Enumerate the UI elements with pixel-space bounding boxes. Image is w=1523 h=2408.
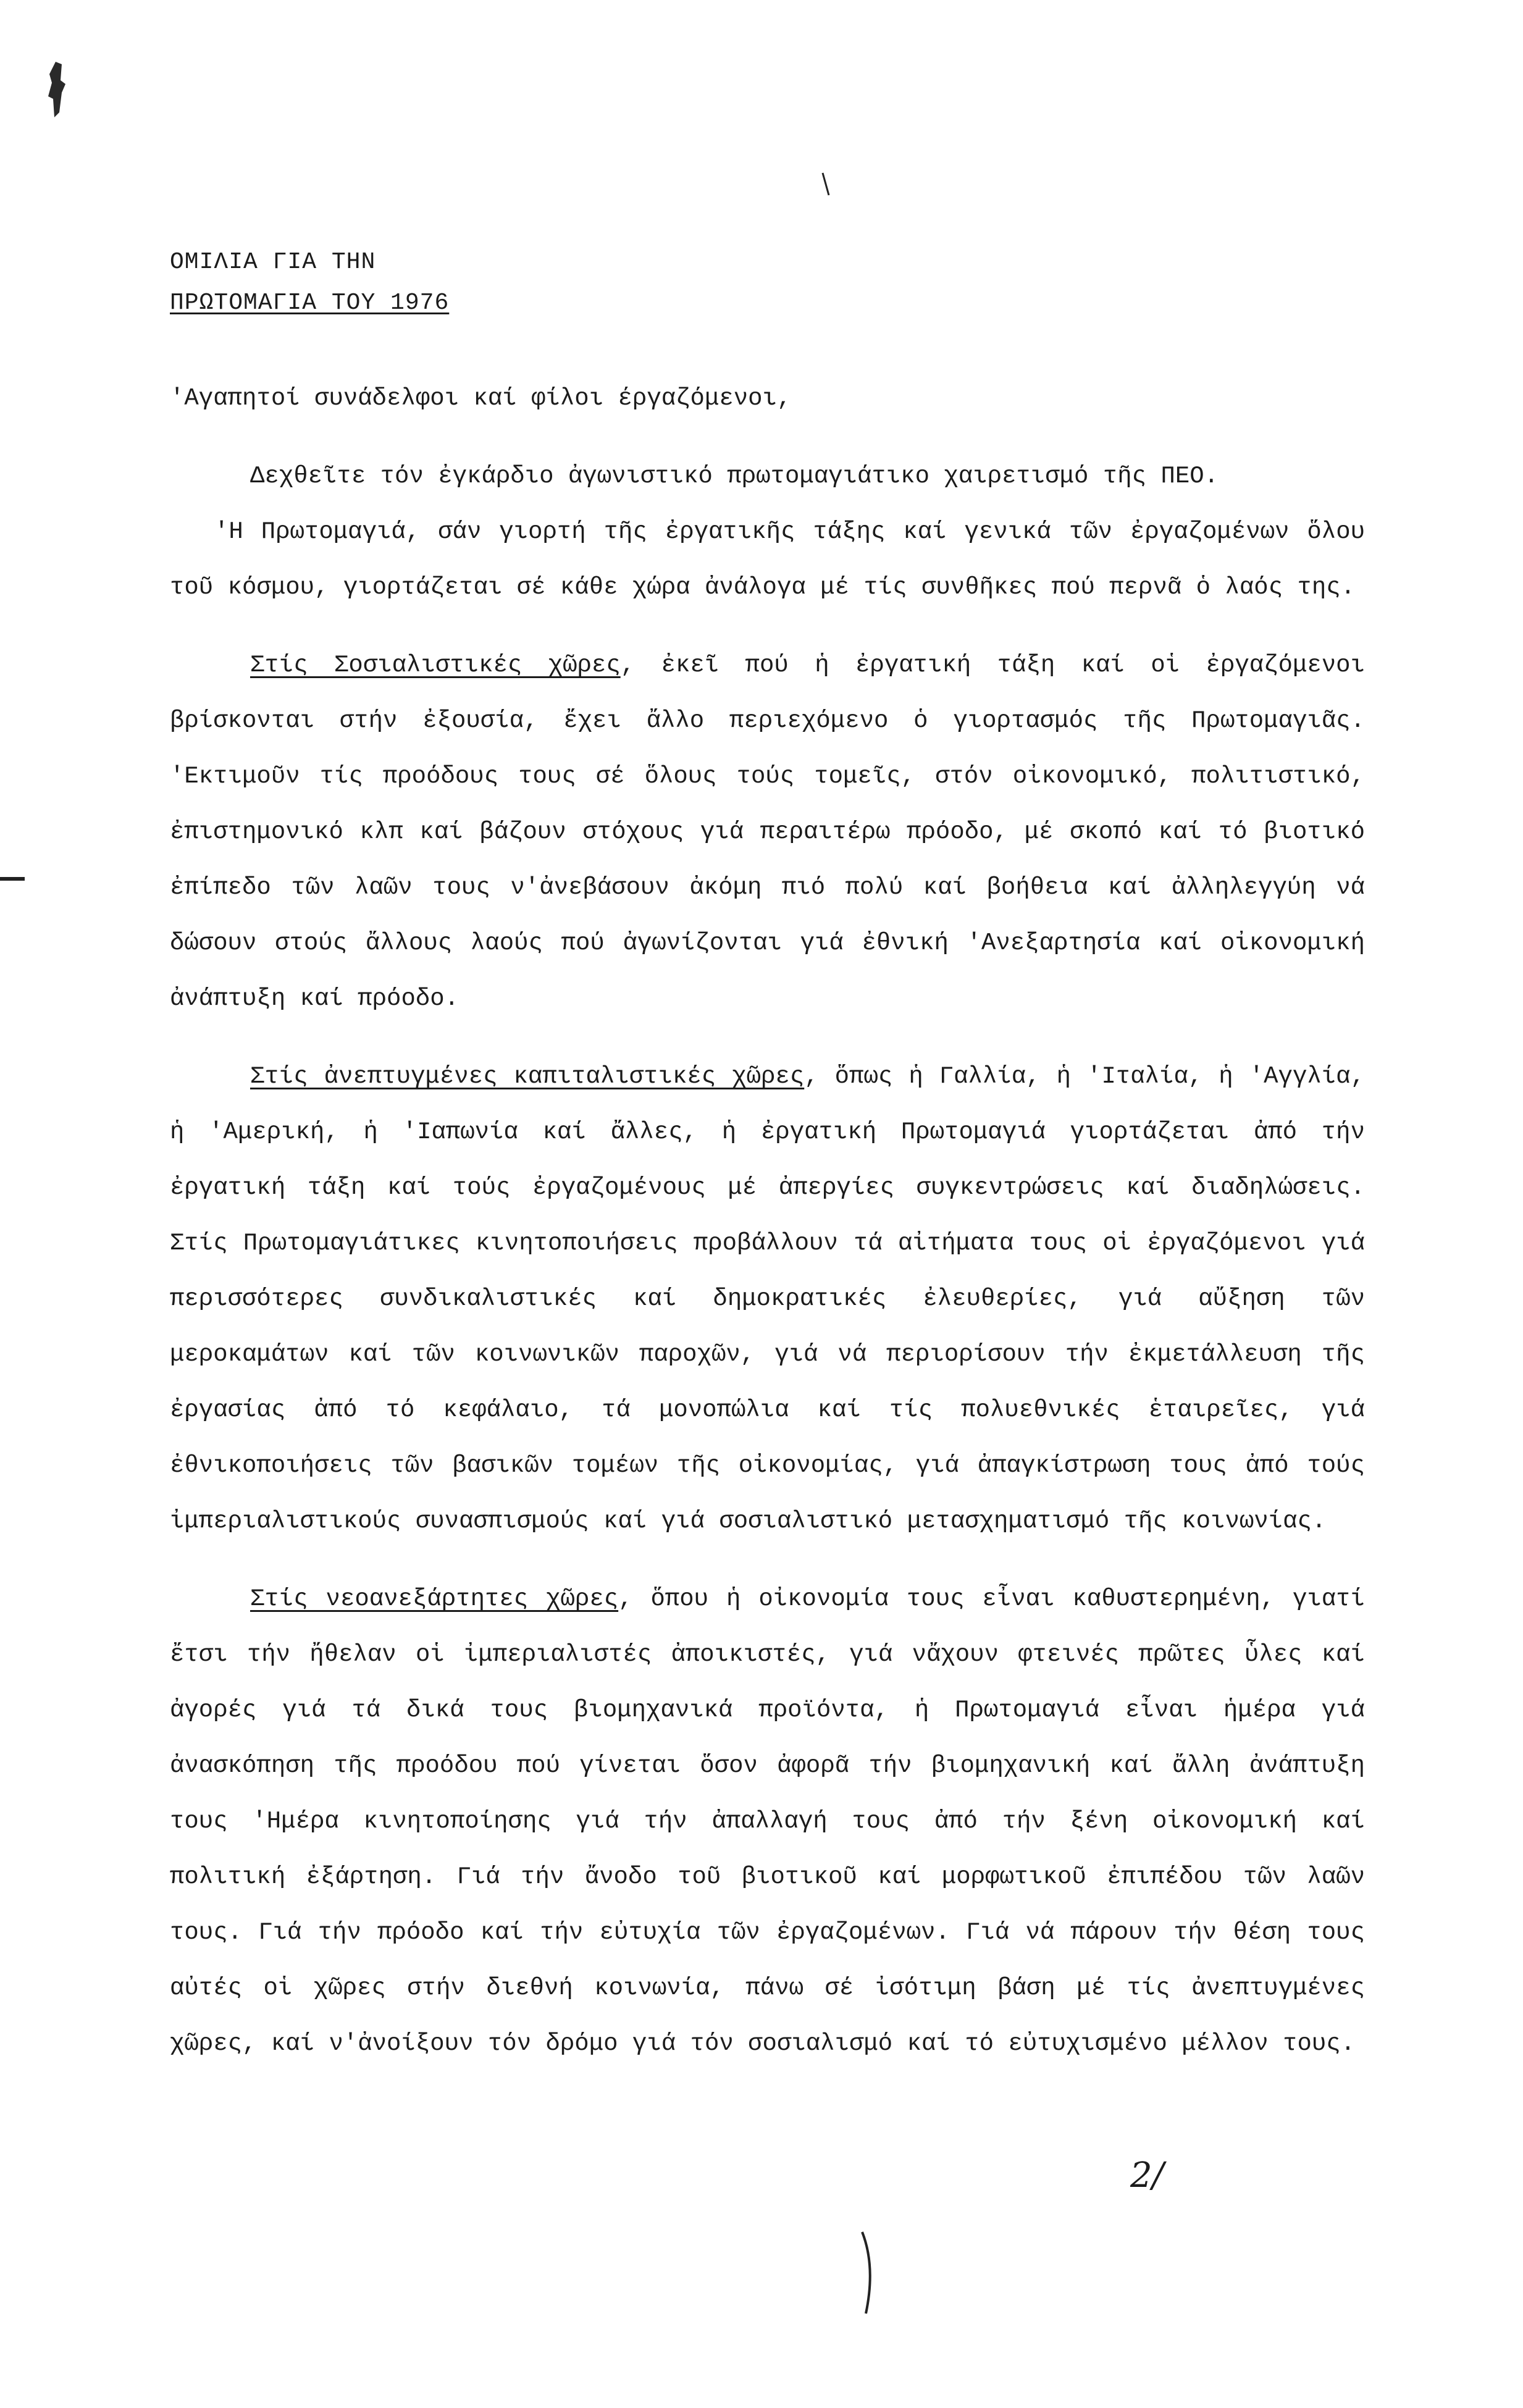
paragraph-socialist-countries-text: , ἐκεῖ πού ἡ ἐργατική τάξη καί οἱ ἐργαζόμενοι βρίσκονται στήν ἐξουσία, ἔχει ἄλλο περιεχόμενο ὁ γιορτασμός τῆς Πρωτομαγιᾶς. 'Εκτιμοῦν τίς προόδους τους σέ ὅλους τούς τομεῖς, στόν οἰκονομικό, πολιτιστικό, ἐπιστημονικό κλπ καί βάζουν στόχους γιά περαιτέρω πρόοδο, μέ σκοπό καί τό βιοτικό ἐπίπεδο τῶν λαῶν τους ν'ἀνεβάσουν ἀκόμη πιό πολύ καί βοήθεια καί ἀλληλεγγύη νά δώσουν στούς ἄλλους λαούς πού ἀγωνίζονται γιά ἐθνική 'Ανεξαρτησία καί οἰκονομική ἀνάπτυξη καί πρόοδο. bbox=[170, 652, 1365, 1012]
document-title bbox=[170, 242, 449, 324]
paragraph-newly-independent-countries-text: , ὅπου ἡ οἰκονομία τους εἶναι καθυστερημένη, γιατί ἔτσι τήν ἤθελαν οἱ ἰμπεριαλιστές ἀποικιστές, γιά νἄχουν φτεινές πρῶτες ὗλες καί ἀγορές γιά τά δικά τους βιομηχανικά προϊόντα, ἡ Πρωτομαγιά εἶναι ἡμέρα γιά ἀνασκόπηση τῆς προόδου πού γίνεται ὅσον ἀφορᾶ τήν βιομηχανική καί ἄλλη ἀνάπτυξη τους 'Ημέρα κινητοποίησης γιά τήν ἀπαλλαγή τους ἀπό τήν ξένη οἰκονομική καί πολιτική ἐξάρτηση. Γιά τήν ἄνοδο τοῦ βιοτικοῦ καί μορφωτικοῦ ἐπιπέδου τῶν λαῶν τους. Γιά τήν πρόοδο καί τήν εὐτυχία τῶν ἐργαζομένων. Γιά νά πάρουν τήν θέση τους αὐτές οἱ χῶρες στήν διεθνή κοινωνία, πάνω σέ ἰσότιμη βάση μέ τίς ἀνεπτυγμένες χῶρες, καί ν'ἀνοίξουν τόν δρόμο γιά τόν σοσιαλισμό καί τό εὐτυχισμένο μέλλον τους. bbox=[170, 1585, 1365, 2057]
page-number: 2/ bbox=[1130, 2155, 1164, 2196]
heading-newly-independent-countries: Στίς νεοανεξάρτητες χῶρες bbox=[250, 1585, 619, 1613]
paragraph-greeting: Δεχθεῖτε τόν ἐγκάρδιο ἀγωνιστικό πρωτομαγιάτικο χαιρετισμό τῆς ΠΕΟ. bbox=[250, 463, 1219, 490]
paragraph-socialist-countries bbox=[170, 637, 1365, 1026]
title-line-1: ΟΜΙΛΙΑ ΓΙΑ ΤΗΝ bbox=[170, 249, 376, 275]
pen-stroke-mark bbox=[821, 172, 830, 196]
ink-blot-mark bbox=[43, 56, 72, 124]
title-line-2: ΠΡΩΤΟΜΑΓΙΑ ΤΟΥ 1976 bbox=[170, 290, 450, 316]
pen-bracket-mark bbox=[857, 2230, 882, 2316]
salutation: 'Αγαπητοί συνάδελφοι καί φίλοι έργαζόμενοι, bbox=[170, 385, 792, 412]
paragraph-capitalist-countries-text: , ὅπως ἡ Γαλλία, ἡ 'Ιταλία, ἡ 'Αγγλία, ἡ 'Αμερική, ἡ 'Ιαπωνία καί ἄλλες, ἡ ἐργατική Πρωτομαγιά γιορτάζεται ἀπό τήν ἐργατική τάξη καί τούς ἐργαζομένους μέ ἀπεργίες συγκεντρώσεις καί διαδηλώσεις. Στίς Πρωτομαγιάτικες κινητοποιήσεις προβάλλουν τά αἰτήματα τους οἱ ἐργαζόμενοι γιά περισσότερες συνδικαλιστικές καί δημοκρατικές ἐλευθερίες, γιά αὔξηση τῶν μεροκαμάτων καί τῶν κοινωνικῶν παροχῶν, γιά νά περιορίσουν τήν ἐκμετάλλευση τῆς ἐργασίας ἀπό τό κεφάλαιο, τά μονοπώλια καί τίς πολυεθνικές ἑταιρεῖες, γιά ἐθνικοποιήσεις τῶν βασικῶν τομέων τῆς οἰκονομίας, γιά ἀπαγκίστρωση τους ἀπό τούς ἰμπεριαλιστικούς συνασπισμούς καί γιά σοσιαλιστικό μετασχηματισμό τῆς κοινωνίας. bbox=[170, 1063, 1365, 1535]
paragraph-newly-independent-countries bbox=[170, 1571, 1365, 2071]
heading-capitalist-countries: Στίς ἀνεπτυγμένες καπιταλιστικές χῶρες bbox=[250, 1063, 805, 1090]
letter-body bbox=[170, 371, 1365, 2071]
paragraph-intro: 'Η Πρωτομαγιά, σάν γιορτή τῆς ἐργατικῆς τάξης καί γενικά τῶν ἐργαζομένων ὅλου τοῦ κόσμου, γιορτάζεται σέ κάθε χώρα ἀνάλογα μέ τίς συνθῆκες πού περνᾶ ὁ λαός της. bbox=[170, 518, 1365, 601]
heading-socialist-countries: Στίς Σοσιαλιστικές χῶρες bbox=[250, 652, 621, 679]
margin-dash-mark bbox=[0, 877, 25, 881]
paragraph-capitalist-countries bbox=[170, 1049, 1365, 1549]
